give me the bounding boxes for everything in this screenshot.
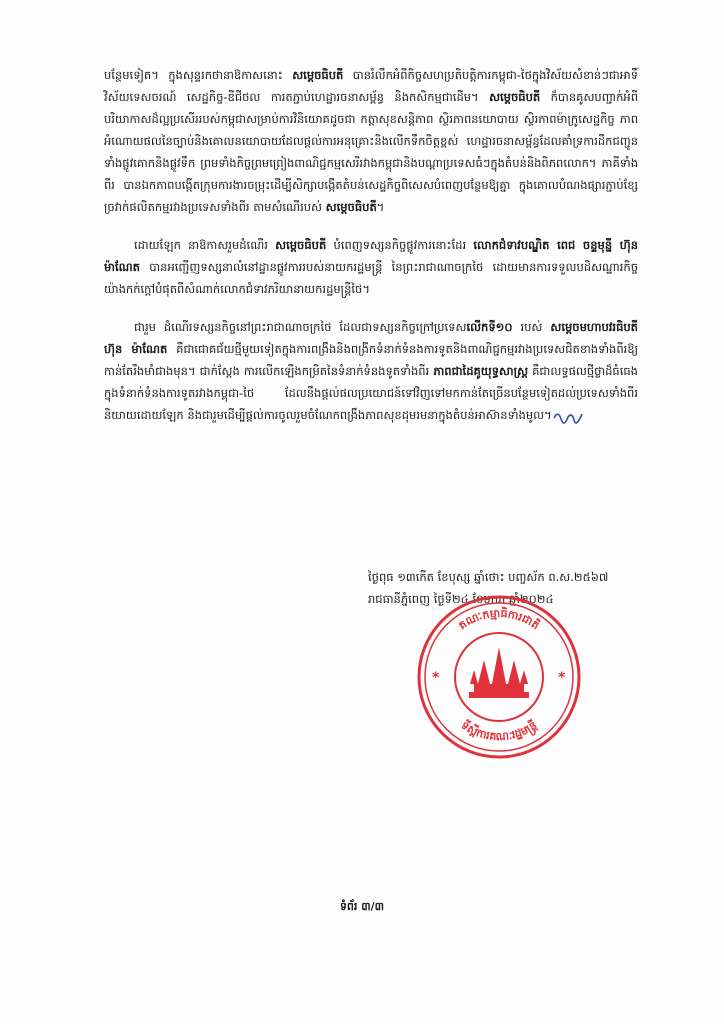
paragraph-1 bbox=[104, 64, 638, 218]
solar-date-line: រាជធានីភ្នំពេញ ថ្ងៃទី២៤ ខែមករា ឆ្នាំ២០២៤ bbox=[368, 592, 554, 606]
seal-bottom-text: ទីស្តីការគណៈរដ្ឋមន្ត្រី bbox=[458, 718, 540, 744]
paragraph-text: ក៏បានគូសបញ្ជាក់អំពីបរិយាកាសដ៏ល្អប្រសើររបស់កម្ពុជាសម្រាប់ការវិនិយោគដូចជា កត្តាសុខសន្តិភាព ស្ថិរភាពនយោបាយ ស្ថិរភាពម៉ាក្រូសេដ្ឋកិច្ច ភាពអំណោយផលនៃច្បាប់និងគោលនយោបាយដែលផ្តល់ការអនុគ្រោះនិងលើកទឹកចិត្តខ្ពស់ ហេដ្ឋារចនាសម្ព័ន្ធដែលគាំទ្រការដឹកជញ្ជូនទាំងផ្លូវគោកនិងផ្លូវទឹក ព្រមទាំងកិច្ចព្រមព្រៀងពាណិជ្ជកម្មសេរីរវាងកម្ពុជានិងបណ្តាប្រទេសធំៗក្នុងតំបន់និងពិភពលោក។ ភាគីទាំងពីរ បានឯកភាពបង្កើតក្រុមការងារចម្រុះដើម្បីសិក្សាបង្កើតតំបន់សេដ្ឋកិច្ចពិសេសបំពេញបន្ថែមឱ្យគ្នា ក្នុងគោលបំណងផ្សារភ្ជាប់ខ្សែច្រវាក់ផលិតកម្មរវាងប្រទេសទាំងពីរ តាមសំណើរបស់ bbox=[104, 90, 639, 214]
paragraph-text: របស់ bbox=[512, 320, 551, 334]
paragraph-text: ដោយឡែក នាឱកាសរួមដំណើរ bbox=[134, 238, 276, 252]
emphasized-text: លើកទី១០ bbox=[466, 320, 513, 334]
paragraph-text: ។ bbox=[376, 200, 385, 214]
page-number: ទំព័រ ៣/៣ bbox=[339, 900, 385, 913]
paragraph-text: បន្ថែមទៀត។ ក្នុងសុន្ទរកថានាឱកាសនោះ bbox=[104, 68, 293, 82]
emphasized-text: សម្តេចធិបតី bbox=[325, 200, 377, 214]
paragraph-text: ជារួម ដំណើរទស្សនកិច្ចនៅព្រះរាជាណាចក្រថៃ ដែលជាទស្សនកិច្ចក្រៅប្រទេស bbox=[134, 320, 467, 334]
emphasized-text: សម្តេចមហាបវរធិបតី ហ៊ុន ម៉ាណែត bbox=[104, 320, 638, 356]
paragraph-text: បំពេញទស្សនកិច្ចផ្លូវការនោះដែរ bbox=[326, 238, 474, 252]
emphasized-text: លោកជំទាវបណ្ឌិត ពេជ ចន្ទមុន្នី ហ៊ុនម៉ាណែត bbox=[104, 238, 638, 274]
initials-signature-icon bbox=[552, 408, 586, 424]
official-seal bbox=[414, 592, 584, 762]
paragraph-text: បានអញ្ជើញទស្សនាលំនៅដ្ឋានផ្លូវការរបស់នាយករដ្ឋមន្ត្រី នៃព្រះរាជាណាចក្រថៃ ដោយមានការទទួលបដិសណ្ឋារកិច្ចយ៉ាងកក់ក្តៅបំផុតពីសំណាក់លោកជំទាវភរិយានាយករដ្ឋមន្ត្រីថៃ។ bbox=[104, 260, 638, 296]
emphasized-text: ភាពជាដៃគូយុទ្ធសាស្ត្រ bbox=[433, 364, 529, 378]
emphasized-text: សម្តេចធិបតី bbox=[275, 238, 327, 252]
paragraph-text: គឺជាជោគជ័យថ្មីមួយទៀតក្នុងការពង្រឹងនិងពង្រីកទំនាក់ទំនងការទូតនិងពាណិជ្ជកម្មរវាងប្រទេសជិតខាងទាំងពីរឱ្យកាន់តែរឹងមាំជាងមុន។ ជាក់ស្តែង ការលើកឡើងកម្រិតនៃទំនាក់ទំនងទូតទាំងពីរ bbox=[104, 342, 638, 378]
seal-star-right: * bbox=[558, 670, 566, 686]
seal-top-text: គណៈកម្មាធិការជាតិ bbox=[456, 606, 542, 633]
lunar-date-line: ថ្ងៃពុធ ១៣កើត ខែបុស្ស ឆ្នាំថោះ បញ្ចស័ក ព.ស.២៥៦៧ bbox=[368, 570, 609, 584]
seal-star-left: * bbox=[432, 670, 440, 686]
paragraph-text: បានរំលឹកអំពីកិច្ចសហប្រតិបត្តិការកម្ពុជា-ថៃក្នុងវិស័យសំខាន់ៗជាអាទិ៍ វិស័យទេសចរណ៍ សេដ្ឋកិច្ច-ឌីជីថល ការតភ្ជាប់ហេដ្ឋារចនាសម្ព័ន្ធ និងកសិកម្មជាដើម។ bbox=[104, 68, 639, 104]
document-body bbox=[104, 64, 638, 442]
paragraph-3 bbox=[104, 316, 638, 426]
emphasized-text: សម្តេចធិបតី bbox=[292, 68, 344, 82]
paragraph-text: គឺជាលទ្ធផលថ្មីថ្លាដ៏ធំធេងក្នុងទំនាក់ទំនងការទូតរវាងកម្ពុជា-ថៃ ដែលនឹងផ្តល់ផលប្រយោជន៍ទៅវិញទៅមកកាន់តែច្រើនបន្ថែមទៀតដល់ប្រទេសទាំងពីរ និយាយដោយឡែក និងជារួមដើម្បីផ្តល់ការចូលរួមចំណែកពង្រឹងភាពសុខដុមរមនាក្នុងតំបន់អាស៊ានទាំងមូល។ bbox=[104, 364, 638, 422]
emphasized-text: សម្តេចធិបតី bbox=[489, 90, 541, 104]
angkor-temple-emblem bbox=[469, 647, 529, 698]
paragraph-2 bbox=[104, 234, 638, 300]
